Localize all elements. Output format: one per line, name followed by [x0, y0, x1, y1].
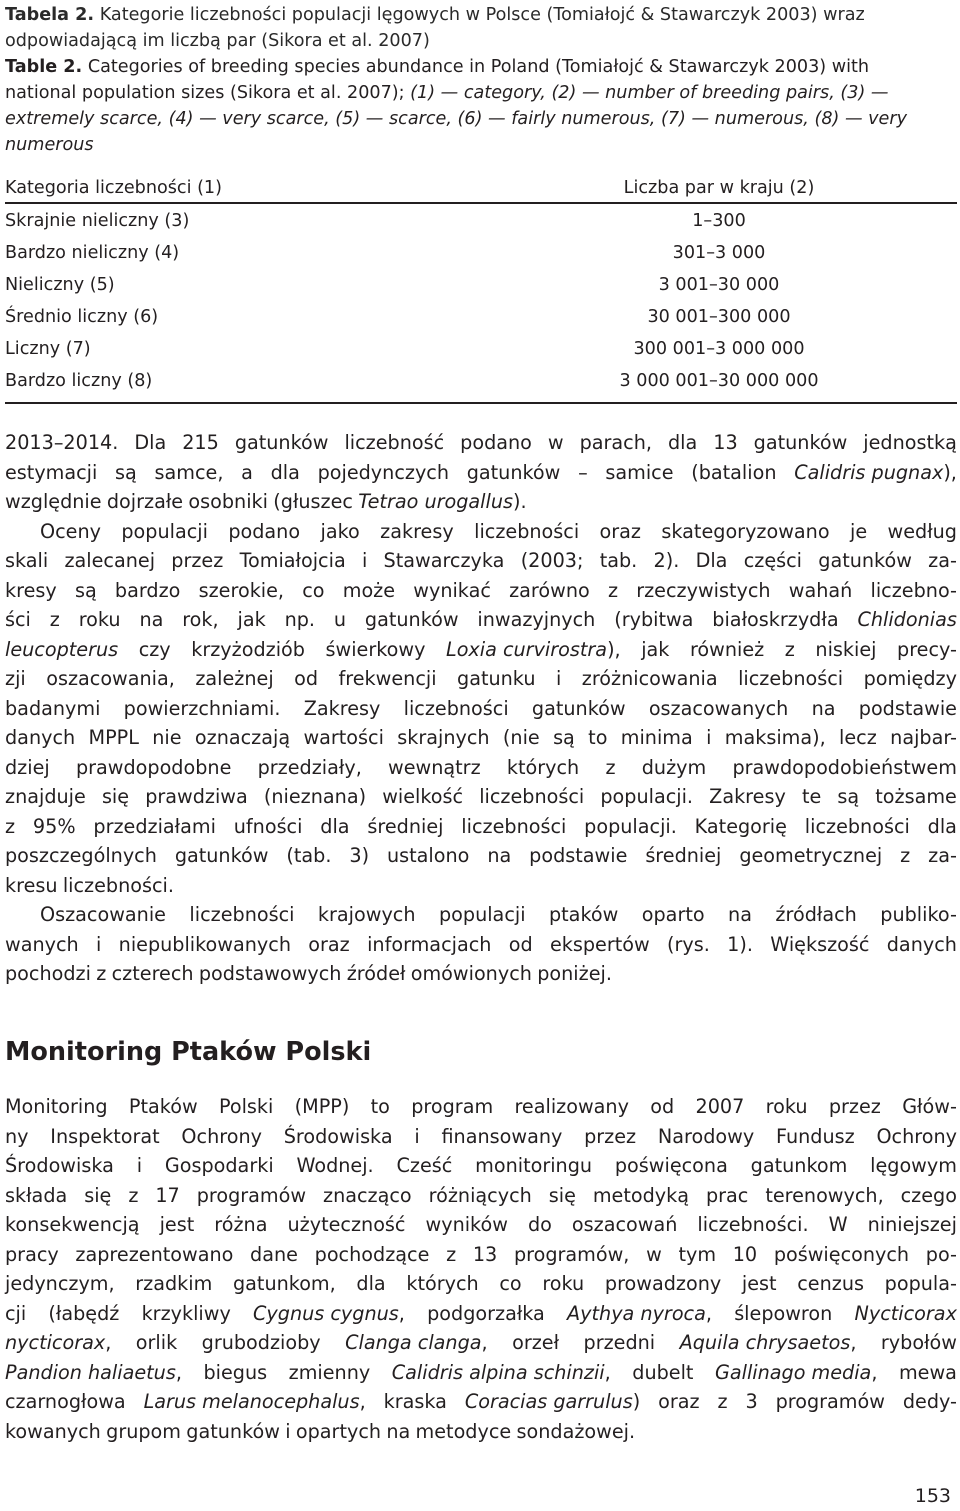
text-line: pochodzi z czterech podstawowych źródeł omówionych poniżej.: [5, 962, 612, 985]
text-line: Oszacowanie liczebności krajowych populacji ptaków oparto na źródłach publiko-: [40, 903, 957, 926]
table-row: [5, 205, 957, 237]
table-cell-pairs: 3 000 001–30 000 000: [619, 371, 819, 391]
table-cell-pairs: 3 001–30 000: [658, 275, 780, 295]
table-cell-category: Bardzo nieliczny (4): [5, 243, 180, 263]
table-row: [5, 237, 957, 269]
caption-pl-line-1: [5, 2, 957, 28]
caption-en-line-2: [5, 80, 957, 106]
caption-en-line-4: numerous: [5, 135, 94, 155]
table-cell-category: Nieliczny (5): [5, 275, 115, 295]
text-line: znajduje się prawdziwa (nieznana) wielkość liczebności populacji. Zakresy te są tożsame: [5, 785, 957, 808]
table-header-pairs: Liczba par w kraju (2): [623, 178, 815, 198]
table-cell-pairs: 300 001–3 000 000: [633, 339, 805, 359]
table-row: [5, 269, 957, 301]
table-caption: [5, 2, 957, 158]
text-line: kresy są bardzo szerokie, co może wynikać zarówno z rzeczywistych wahań liczebno-: [5, 578, 957, 602]
caption-pl-text-1: Kategorie liczebności populacji lęgowych w Polsce (Tomiałojć & Stawarczyk 2003) wraz: [99, 5, 865, 25]
table-header-category: Kategoria liczebności (1): [5, 178, 222, 198]
table-row: [5, 301, 957, 333]
section-2-text: [5, 1092, 957, 1446]
table-cell-pairs: 30 001–300 000: [647, 307, 791, 327]
table-cell-category: Liczny (7): [5, 339, 91, 359]
text-line: ści z roku na rok, jak np. u gatunków inwazyjnych (rybitwa białoskrzydła Chlidonias: [5, 608, 957, 631]
caption-en-label: Table 2.: [5, 57, 83, 77]
text-line: leucopterus czy krzyżodziób świerkowy Loxia curvirostra), jak również z niskiej precy-: [5, 637, 957, 661]
caption-en-line-3: extremely scarce, (4) — very scarce, (5) — scarce, (6) — fairly numerous, (7) — numerous, (8) — very: [5, 109, 908, 129]
text-line: kowanych grupom gatunków i opartych na metodyce sondażowej.: [5, 1419, 636, 1443]
page-number: 153: [914, 1485, 951, 1507]
text-line: estymacji są samce, a dla pojedynczych gatunków – samice (batalion Calidris pugnax),: [5, 460, 957, 484]
text-line: Pandion haliaetus, biegus zmienny Calidris alpina schinzii, dubelt Gallinago media, mewa: [5, 1360, 957, 1384]
text-line: jedynczym, rzadkim gatunkom, dla których co roku prowadzony jest cenzus popula-: [5, 1272, 957, 1295]
text-line: skali zalecanej przez Tomiałojcia i Stawarczyka (2003; tab. 2). Dla części gatunków za-: [5, 549, 957, 572]
text-line: dziej prawdopodobne przedziały, wewnątrz których z dużym prawdopodobieństwem: [5, 755, 957, 779]
text-line: zji oszacowania, zależnej od frekwencji gatunku i zróżnicowania liczebności pomiędzy: [5, 667, 957, 690]
table-cell-category: Bardzo liczny (8): [5, 371, 153, 391]
table-row: [5, 333, 957, 365]
text-line: składa się z 17 programów znacząco różniących się metodyką prac terenowych, czego: [5, 1183, 957, 1207]
text-line: z 95% przedziałami ufności dla średniej liczebności populacji. Kategorię liczebności dla: [5, 814, 957, 838]
text-line: Oceny populacji podano jako zakresy liczebności oraz skategoryzowano je według: [40, 519, 957, 543]
caption-en-line-1: [5, 54, 957, 80]
text-line: konsekwencją jest różna użyteczność wyników do oszacowań liczebności. W niniejszej: [5, 1213, 957, 1236]
paragraph: [5, 517, 957, 901]
section-heading: Monitoring Ptaków Polski: [5, 1037, 372, 1067]
paragraph: [5, 1092, 957, 1446]
text-line: wanych i niepublikowanych oraz informacjach od ekspertów (rys. 1). Większość danych: [5, 932, 957, 956]
caption-en-text-1: Categories of breeding species abundance in Poland (Tomiałojć & Stawarczyk 2003) with: [87, 57, 870, 77]
text-line: czarnogłowa Larus melanocephalus, kraska Coracias garrulus) oraz z 3 programów dedy-: [5, 1390, 957, 1413]
text-line: ny Inspektorat Ochrony Środowiska i finansowany przez Narodowy Fundusz Ochrony: [5, 1124, 957, 1148]
text-line: nycticorax, orlik grubodzioby Clanga clanga, orzeł przedni Aquila chrysaetos, rybołów: [5, 1331, 957, 1354]
section-1-text: [5, 428, 957, 989]
text-line: względnie dojrzałe osobniki (głuszec Tetrao urogallus).: [5, 490, 527, 513]
text-line: pracy zaprezentowano dane pochodzące z 13 programów, w tym 10 poświęconych po-: [5, 1242, 957, 1266]
table-cell-category: Skrajnie nieliczny (3): [5, 211, 190, 231]
text-line: poszczególnych gatunków (tab. 3) ustalono na podstawie średniej geometrycznej z za-: [5, 844, 957, 867]
text-line: Monitoring Ptaków Polski (MPP) to program realizowany od 2007 roku przez Głów-: [5, 1095, 957, 1118]
table-cell-pairs: 1–300: [692, 211, 746, 231]
caption-pl-label: Tabela 2.: [5, 5, 95, 25]
table-row: [5, 365, 957, 397]
text-line: Środowiska i Gospodarki Wodnej. Cześć monitoringu poświęcona gatunkom lęgowym: [5, 1154, 957, 1177]
caption-pl-line-2: [5, 28, 957, 54]
caption-pl-text-2: odpowiadającą im liczbą par (Sikora et al. 2007): [5, 31, 430, 51]
text-line: cji (łabędź krzykliwy Cygnus cygnus, podgorzałka Aythya nyroca, ślepowron Nycticorax: [5, 1301, 957, 1325]
text-line: danych MPPL nie oznaczają wartości skrajnych (nie są to minima i maksima), lecz najbar-: [5, 726, 957, 749]
table-cell-category: Średnio liczny (6): [5, 307, 159, 327]
paragraph: [5, 900, 957, 989]
text-line: kresu liczebności.: [5, 873, 174, 897]
text-line: 2013–2014. Dla 215 gatunków liczebność podano w parach, dla 13 gatunków jednostką: [5, 431, 957, 454]
caption-en-text-2a: national population sizes (Sikora et al. 2007);: [5, 83, 405, 103]
table-cell-pairs: 301–3 000: [672, 243, 766, 263]
table-header-rule: [5, 202, 957, 204]
table-bottom-rule: [5, 402, 957, 404]
caption-en-text-2b: (1) — category, (2) — number of breeding pairs, (3) —: [410, 83, 889, 103]
paragraph: [5, 428, 957, 517]
text-line: badanymi powierzchniami. Zakresy liczebności gatunków oszacowanych na podstawie: [5, 696, 957, 720]
table-header-row: [5, 172, 957, 204]
